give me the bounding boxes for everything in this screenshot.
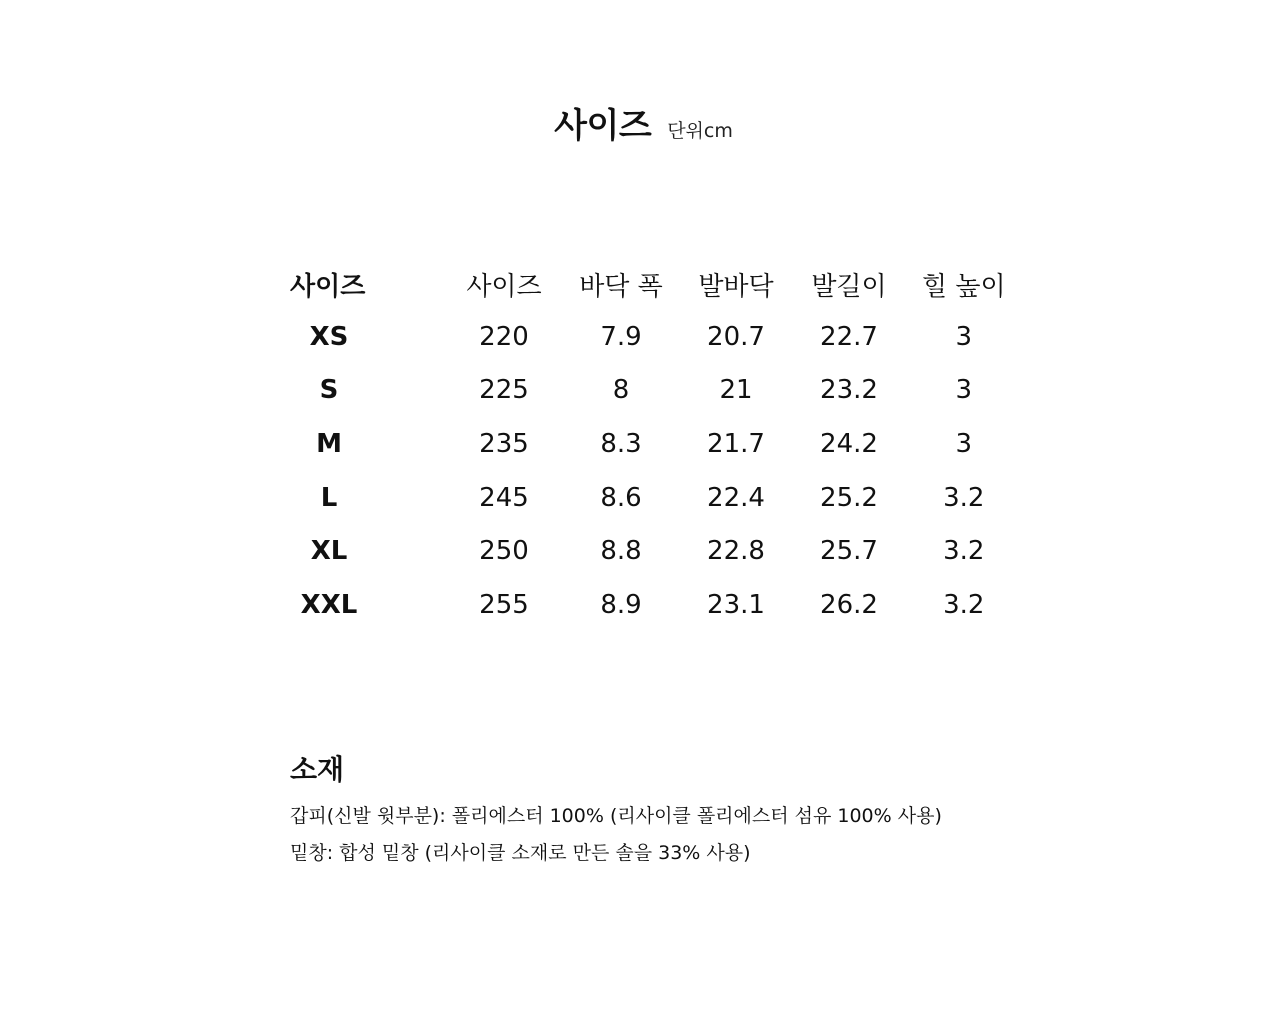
table-cell: 8.8 bbox=[600, 536, 642, 567]
material-sole-text: 밑창: 합성 밑창 (리사이클 소재로 만든 솔을 33% 사용) bbox=[290, 842, 751, 865]
table-cell: 25.2 bbox=[820, 482, 878, 513]
table-row bbox=[290, 364, 1006, 418]
size-label-cell bbox=[290, 417, 462, 471]
table-cell: 23.1 bbox=[707, 589, 765, 620]
table-row bbox=[290, 417, 1006, 471]
table-cell: 21.7 bbox=[707, 428, 765, 459]
column-header: 바닥 폭 bbox=[579, 271, 663, 302]
column-header: 힐 높이 bbox=[922, 271, 1006, 302]
size-label: XL bbox=[310, 536, 348, 567]
table-cell: 3.2 bbox=[943, 589, 985, 620]
size-label: S bbox=[319, 375, 339, 406]
table-cell: 24.2 bbox=[820, 428, 878, 459]
size-label-cell bbox=[290, 310, 462, 364]
table-header-row bbox=[290, 258, 1006, 310]
table-row bbox=[290, 524, 1006, 578]
table-cell: 22.7 bbox=[820, 321, 878, 352]
table-cell: 235 bbox=[479, 428, 529, 459]
table-cell: 3.2 bbox=[943, 536, 985, 567]
column-header: 사이즈 bbox=[290, 271, 366, 302]
table-cell: 3 bbox=[955, 428, 973, 459]
table-cell: 21 bbox=[719, 375, 753, 406]
column-header: 발바닥 bbox=[698, 271, 774, 302]
table-cell: 220 bbox=[479, 321, 529, 352]
size-label: XS bbox=[309, 321, 349, 352]
table-cell: 23.2 bbox=[820, 375, 878, 406]
column-header: 사이즈 bbox=[466, 271, 542, 302]
material-upper-text: 갑피(신발 윗부분): 폴리에스터 100% (리사이클 폴리에스터 섬유 100% 사용) bbox=[290, 805, 942, 828]
size-label: M bbox=[316, 428, 342, 459]
table-row bbox=[290, 578, 1006, 632]
table-cell: 22.8 bbox=[707, 536, 765, 567]
material-title: 소재 bbox=[290, 753, 345, 786]
table-cell: 7.9 bbox=[600, 321, 642, 352]
table-cell: 25.7 bbox=[820, 536, 878, 567]
size-table bbox=[290, 258, 1006, 632]
table-row bbox=[290, 471, 1006, 525]
column-header: 발길이 bbox=[811, 271, 887, 302]
size-label: L bbox=[320, 482, 338, 513]
table-cell: 3 bbox=[955, 375, 973, 406]
material-section bbox=[290, 752, 942, 872]
table-cell: 8.6 bbox=[600, 482, 642, 513]
table-cell: 3.2 bbox=[943, 482, 985, 513]
table-cell: 8.3 bbox=[600, 428, 642, 459]
table-cell: 8.9 bbox=[600, 589, 642, 620]
page-title: 사이즈 bbox=[554, 106, 652, 146]
table-cell: 250 bbox=[479, 536, 529, 567]
size-label: XXL bbox=[300, 589, 358, 620]
size-label-cell bbox=[290, 364, 462, 418]
table-cell: 22.4 bbox=[707, 482, 765, 513]
size-label-cell bbox=[290, 524, 462, 578]
table-cell: 3 bbox=[955, 321, 973, 352]
page-header bbox=[0, 106, 1287, 147]
table-cell: 26.2 bbox=[820, 589, 878, 620]
table-row bbox=[290, 310, 1006, 364]
table-cell: 20.7 bbox=[707, 321, 765, 352]
unit-label: 단위cm bbox=[667, 120, 733, 142]
table-cell: 225 bbox=[479, 375, 529, 406]
table-cell: 255 bbox=[479, 589, 529, 620]
size-label-cell bbox=[290, 578, 462, 632]
size-label-cell bbox=[290, 471, 462, 525]
table-cell: 8 bbox=[612, 375, 630, 406]
table-cell: 245 bbox=[479, 482, 529, 513]
